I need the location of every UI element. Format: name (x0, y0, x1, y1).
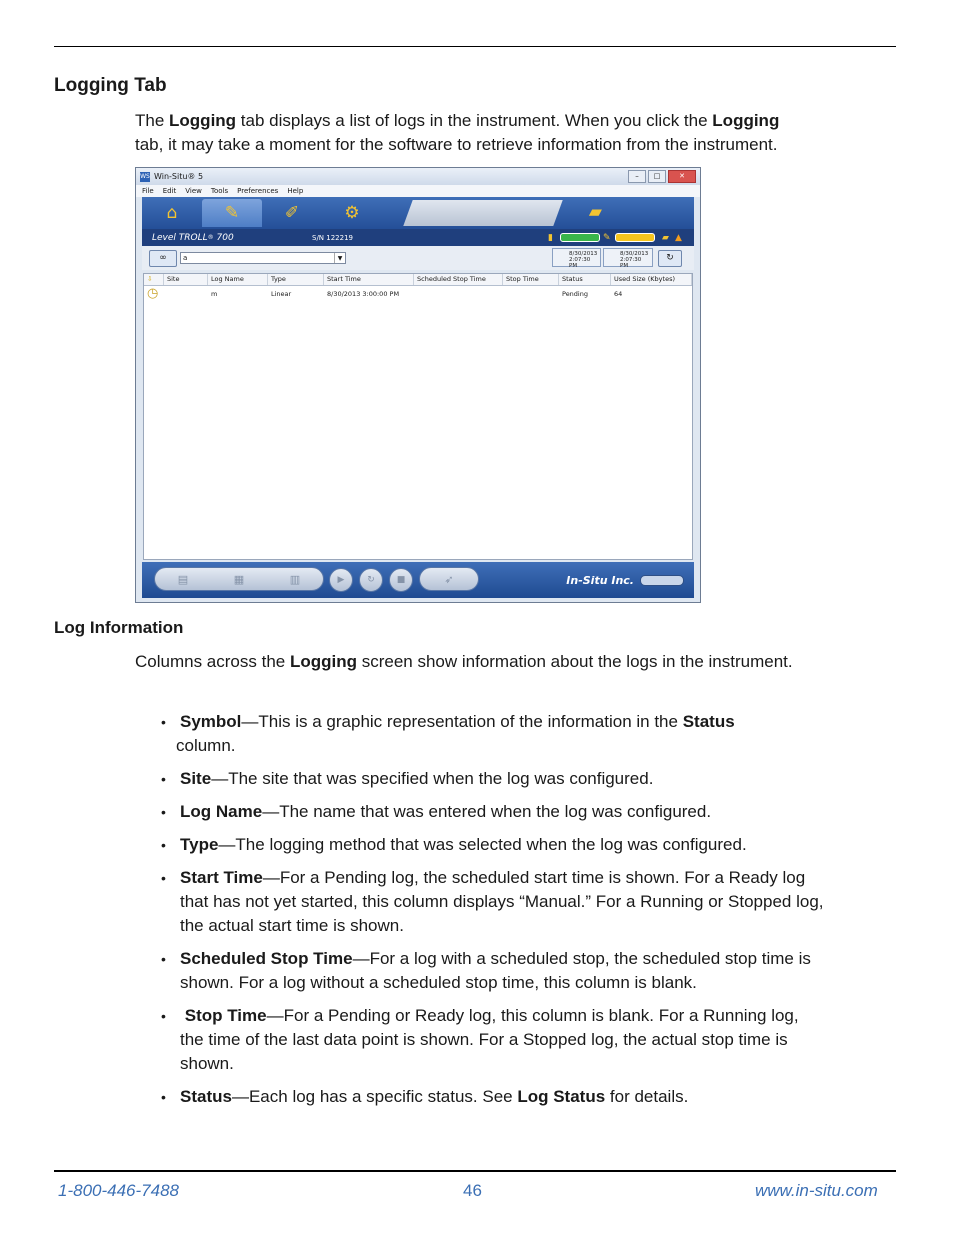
bottom-toolbar (142, 562, 694, 598)
top-rule (54, 46, 896, 47)
col-start-time[interactable]: Start Time (324, 274, 414, 285)
intro-paragraph: The Logging tab displays a list of logs in the instrument. When you click the Logging tab, it may take a moment for the software to retrieve information from the instrument. (135, 111, 780, 154)
pending-clock-icon: ◷ (147, 286, 159, 301)
cell-log-name: m (211, 290, 218, 298)
minimize-icon[interactable]: – (628, 170, 646, 183)
list-item: • Symbol—This is a graphic representation of the information in the Status column. (135, 710, 865, 758)
list-item: • Stop Time—For a Pending or Ready log, this column is blank. For a Running log, the time of the last data point is shown. For a Stopped log, the actual stop time is shown. (135, 1004, 865, 1076)
list-item: • Start Time—For a Pending log, the scheduled start time is shown. For a Ready log that has not yet started, this column displays “Manual.” For a Running or Stopped log, the actual start time is shown. (135, 866, 865, 938)
new-log-icon[interactable]: ▤ (177, 572, 189, 586)
binoculars-icon: ∞ (159, 252, 167, 263)
tab-sensors[interactable] (262, 199, 322, 227)
window-title: Win-Situ® 5 (154, 172, 204, 181)
stop-log-button[interactable]: ■ (389, 568, 413, 592)
home-icon: ⌂ (166, 203, 178, 223)
col-scheduled-stop-time[interactable]: Scheduled Stop Time (414, 274, 503, 285)
columns-paragraph: Columns across the Logging screen show information about the logs in the instrument. (135, 652, 793, 671)
folder-icon[interactable]: ▰ (588, 202, 602, 222)
instrument-time-stamp: 8/30/2013 2:07:30 PM (552, 248, 601, 267)
subsection-title: Log Information (54, 618, 184, 637)
in-situ-logo: In-Situ Inc. (566, 574, 634, 587)
sync-clock-button[interactable] (658, 250, 682, 267)
alarm-icon: ▲ (675, 232, 682, 243)
site-binoculars-button[interactable] (149, 250, 177, 267)
start-log-button[interactable]: ▶ (329, 568, 353, 592)
menu-view[interactable]: View (185, 187, 202, 195)
menu-preferences[interactable]: Preferences (237, 187, 279, 195)
device-bar: Level TROLL ® 700 S/N 122219 ▮ ✎ ▰ ▲ (142, 229, 694, 246)
maximize-icon[interactable]: □ (648, 170, 666, 183)
list-item: • Site—The site that was specified when the log was configured. (135, 767, 865, 791)
download-log-button[interactable] (419, 567, 479, 591)
close-icon[interactable]: ✕ (668, 170, 696, 183)
memory-icon: ✎ (603, 232, 611, 243)
list-item: • Scheduled Stop Time—For a log with a scheduled stop, the scheduled stop time is shown. For a log without a scheduled stop time, this column is blank. (135, 947, 865, 995)
logs-table (143, 273, 693, 560)
device-name: Level TROLL (152, 232, 208, 243)
menu-tools[interactable]: Tools (210, 187, 229, 195)
computer-time-stamp: 8/30/2013 2:07:30 PM (603, 248, 653, 267)
cell-stop-time (503, 286, 559, 308)
delete-log-icon[interactable]: ▥ (289, 572, 301, 586)
site-control-bar (142, 246, 694, 270)
chevron-down-icon: ▼ (334, 253, 345, 263)
list-item: • Log Name—The name that was entered when the log was configured. (135, 800, 865, 824)
section-title: Logging Tab (54, 75, 167, 96)
col-log-name[interactable]: Log Name (208, 274, 268, 285)
gears-icon: ⚙ (344, 203, 360, 223)
logs-table-header (144, 274, 692, 286)
footer-phone: 1-800-446-7488 (58, 1181, 179, 1200)
footer-url[interactable]: www.in-situ.com (755, 1181, 878, 1200)
list-item: • Status—Each log has a specific status. See Log Status for details. (135, 1085, 865, 1109)
cell-scheduled-stop (414, 286, 503, 308)
device-model: 700 (216, 232, 234, 243)
menu-bar (136, 185, 700, 197)
sync-icon: ↻ (666, 252, 674, 263)
menu-edit[interactable]: Edit (162, 187, 177, 195)
col-used-size[interactable]: Used Size (Kbytes) (611, 274, 692, 285)
battery-bar (560, 233, 600, 242)
log-actions-group (154, 567, 324, 591)
download-icon: ➶ (444, 572, 454, 586)
serial-number: S/N 122219 (312, 233, 353, 242)
site-filter-select[interactable]: a ▼ (180, 252, 346, 264)
col-site[interactable]: Site (164, 274, 208, 285)
cell-site (164, 286, 208, 308)
notebook-icon: ▰ (662, 232, 669, 243)
menu-file[interactable]: File (142, 187, 154, 195)
col-status[interactable]: Status (559, 274, 611, 285)
cell-used-size: 64 (614, 290, 623, 298)
main-toolbar (142, 197, 694, 229)
resume-log-button[interactable]: ↻ (359, 568, 383, 592)
battery-icon: ▮ (548, 232, 553, 243)
col-type[interactable]: Type (268, 274, 324, 285)
cell-type: Linear (271, 290, 292, 298)
connection-indicator (640, 575, 684, 586)
tab-logging[interactable] (202, 199, 262, 227)
cell-start-time: 8/30/2013 3:00:00 PM (327, 290, 400, 298)
logging-icon: ✎ (224, 203, 240, 223)
tab-home[interactable] (142, 199, 202, 227)
col-stop-time[interactable]: Stop Time (503, 274, 559, 285)
tab-settings[interactable] (322, 199, 382, 227)
memory-bar (615, 233, 655, 242)
table-row[interactable] (144, 286, 692, 308)
footer-rule (54, 1170, 896, 1172)
title-bar (136, 168, 700, 185)
footer-page-number: 46 (463, 1181, 482, 1200)
cell-status: Pending (562, 290, 588, 298)
column-definitions-list (135, 710, 865, 1118)
app-icon: WS (140, 172, 150, 180)
app-window-screenshot (135, 167, 701, 603)
menu-help[interactable]: Help (287, 187, 304, 195)
sensors-icon: ✐ (284, 203, 300, 223)
list-item: • Type—The logging method that was selected when the log was configured. (135, 833, 865, 857)
col-symbol[interactable]: ⇩ (144, 274, 164, 285)
edit-log-icon[interactable]: ▦ (233, 572, 245, 586)
